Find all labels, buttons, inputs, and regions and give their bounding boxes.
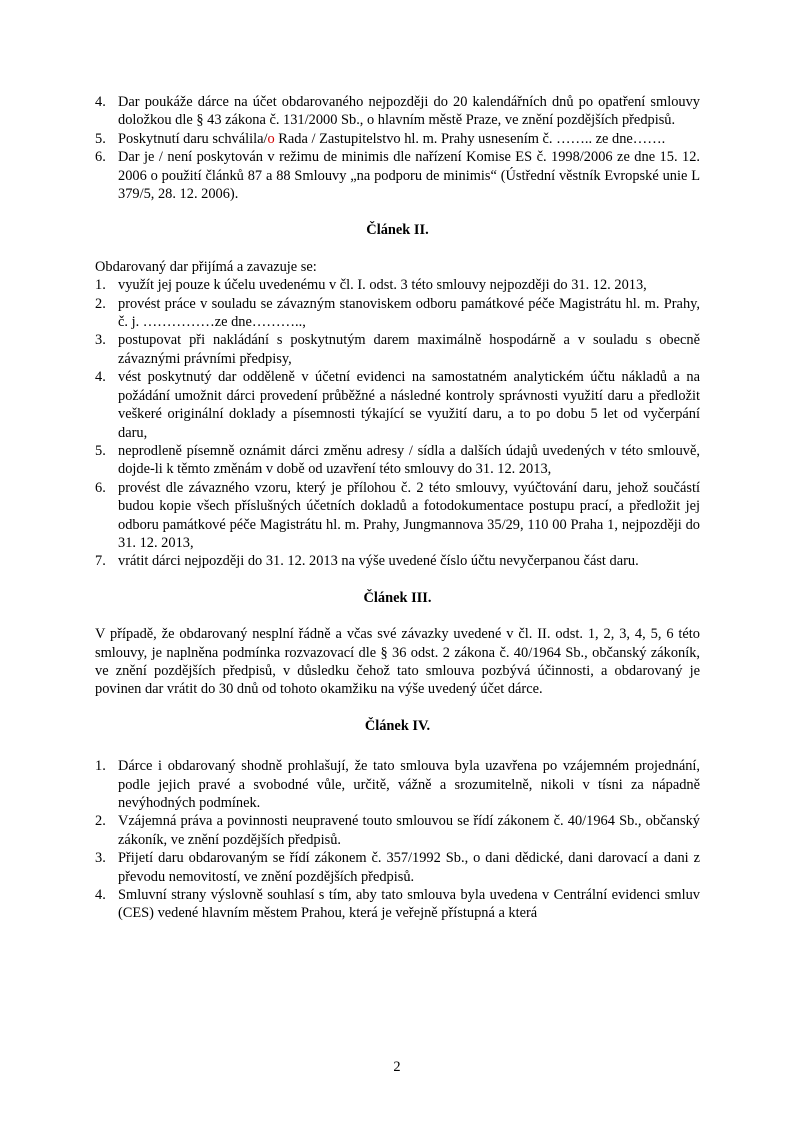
item-text: vést poskytnutý dar odděleně v účetní evidenci na samostatném analytickém účtu nákladů a na požádání umožnit dárci provedení průběžné a následné kontroly správnosti využití daru a předložit veškeré originální doklady a písemnosti týkající se využití daru, a to po dobu 5 let od vyčerpání daru, — [118, 369, 700, 441]
page-number: 2 — [393, 1059, 401, 1075]
list-item — [95, 331, 700, 368]
article3-heading: Článek III. — [363, 589, 432, 606]
list-item — [95, 295, 700, 332]
item-number: 6. — [95, 149, 106, 166]
item-text: Dárce i obdarovaný shodně prohlašují, že tato smlouva byla uzavřena po vzájemném projednání, podle jejich pravé a svobodné vůle, určitě, vážně a srozumitelně, nikoli v tísni za nápadně nevýhodných podmínek. — [118, 758, 700, 811]
article4-heading: Článek IV. — [364, 717, 431, 734]
article3-text: V případě, že obdarovaný nesplní řádně a včas své závazky uvedené v čl. II. odst. 1, 2, 3, 4, 5, 6 této smlouvy, je naplněna podmínka rozvazovací dle § 36 odst. 2 zákona č. 40/1964 Sb., občanský zákoník, ve znění pozdějších předpisů, v důsledku čehož tato smlouva pozbývá účinnosti, a obdarovaný je povinen dar vrátit do 30 dnů od tohoto okamžiku na výše uvedený účet dárce. — [95, 626, 700, 698]
article2-heading: Článek II. — [366, 222, 429, 239]
item-text: provést práce v souladu se závazným stanoviskem odboru památkové péče Magistrátu hl. m. Prahy, č. j. ……………ze dne……….., — [118, 295, 700, 331]
item-text-before: Poskytnutí daru schválila/ — [118, 130, 268, 147]
article4-list — [95, 757, 700, 923]
item-number: 1. — [95, 277, 106, 294]
item-number: 1. — [95, 758, 106, 775]
item-number: 7. — [95, 553, 106, 570]
item-number: 6. — [95, 479, 106, 496]
item-text: Dar poukáže dárce na účet obdarovaného nejpozději do 20 kalendářních dnů po opatření smlouvy doložkou dle § 43 zákona č. 131/2000 Sb., o hlavním městě Praze, ve znění pozdějších předpisů. — [118, 94, 700, 129]
item-text: postupovat při nakládání s poskytnutým darem maximálně hospodárně a v souladu s obecně závaznými právními předpisy, — [118, 332, 700, 367]
document-page — [95, 93, 700, 923]
list-item — [95, 757, 700, 812]
article1-continued-list — [95, 93, 700, 203]
item-number: 4. — [95, 369, 106, 386]
item-number: 2. — [95, 295, 106, 312]
item-number: 5. — [95, 442, 106, 459]
list-item — [95, 849, 700, 886]
article2-list — [95, 276, 700, 571]
item-text: vrátit dárci nejpozději do 31. 12. 2013 na výše uvedené číslo účtu nevyčerpanou část daru. — [118, 553, 639, 570]
item-text: Dar je / není poskytován v režimu de minimis dle nařízení Komise ES č. 1998/2006 ze dne 15. 12. 2006 o použití článků 87 a 88 Smlouvy „na podporu de minimis“ (Ústřední věstník Evropské unie L 379/5, 28. 12. 2006). — [118, 149, 700, 203]
list-item — [95, 886, 700, 923]
item-text: provést dle závazného vzoru, který je přílohou č. 2 této smlouvy, vyúčtování daru, jehož součástí budou kopie všech příslušných účetních dokladů a fotodokumentace postupu prací, a předložit jej odboru památkové péče Magistrátu hl. m. Prahy, Jungmannova 35/29, 110 00 Praha 1, nejpozději do 31. 12. 2013, — [118, 479, 700, 551]
item-number: 2. — [95, 813, 106, 830]
list-item — [95, 812, 700, 849]
item-number: 5. — [95, 130, 106, 147]
list-item — [95, 479, 700, 553]
item-number: 4. — [95, 887, 106, 904]
list-item — [95, 93, 700, 130]
item-text: Přijetí daru obdarovaným se řídí zákonem č. 357/1992 Sb., o dani dědické, dani darovací a dani z převodu nemovitostí, ve znění pozdějších předpisů. — [118, 850, 700, 885]
item-number: 4. — [95, 94, 106, 110]
item-text: využít jej pouze k účelu uvedenému v čl. I. odst. 3 této smlouvy nejpozději do 31. 12. 2013, — [118, 277, 647, 294]
article2-intro: Obdarovaný dar přijímá a zavazuje se: — [95, 258, 317, 275]
item-text: Vzájemná práva a povinnosti neupravené touto smlouvou se řídí zákonem č. 40/1964 Sb., občanský zákoník, ve znění pozdějších předpisů. — [118, 813, 700, 848]
item-number: 3. — [95, 850, 106, 867]
item-text: Smluvní strany výslovně souhlasí s tím, aby tato smlouva byla uvedena v Centrální evidenci smluv (CES) vedené hlavním městem Prahou, která je veřejně přístupná a která — [118, 887, 700, 922]
item-text-after: Rada / Zastupitelstvo hl. m. Prahy usnesením č. …….. ze dne……. — [274, 130, 666, 147]
list-item — [95, 130, 700, 148]
list-item — [95, 368, 700, 442]
list-item — [95, 276, 700, 294]
item-text: neprodleně písemně oznámit dárci změnu adresy / sídla a dalších údajů uvedených v této smlouvě, dojde-li k těmto změnám v době od uzavření této smlouvy do 31. 12. 2013, — [118, 442, 700, 478]
list-item — [95, 442, 700, 479]
list-item — [95, 552, 700, 570]
item-number: 3. — [95, 332, 106, 349]
list-item — [95, 148, 700, 203]
item-text-red-mark: o — [267, 130, 275, 147]
